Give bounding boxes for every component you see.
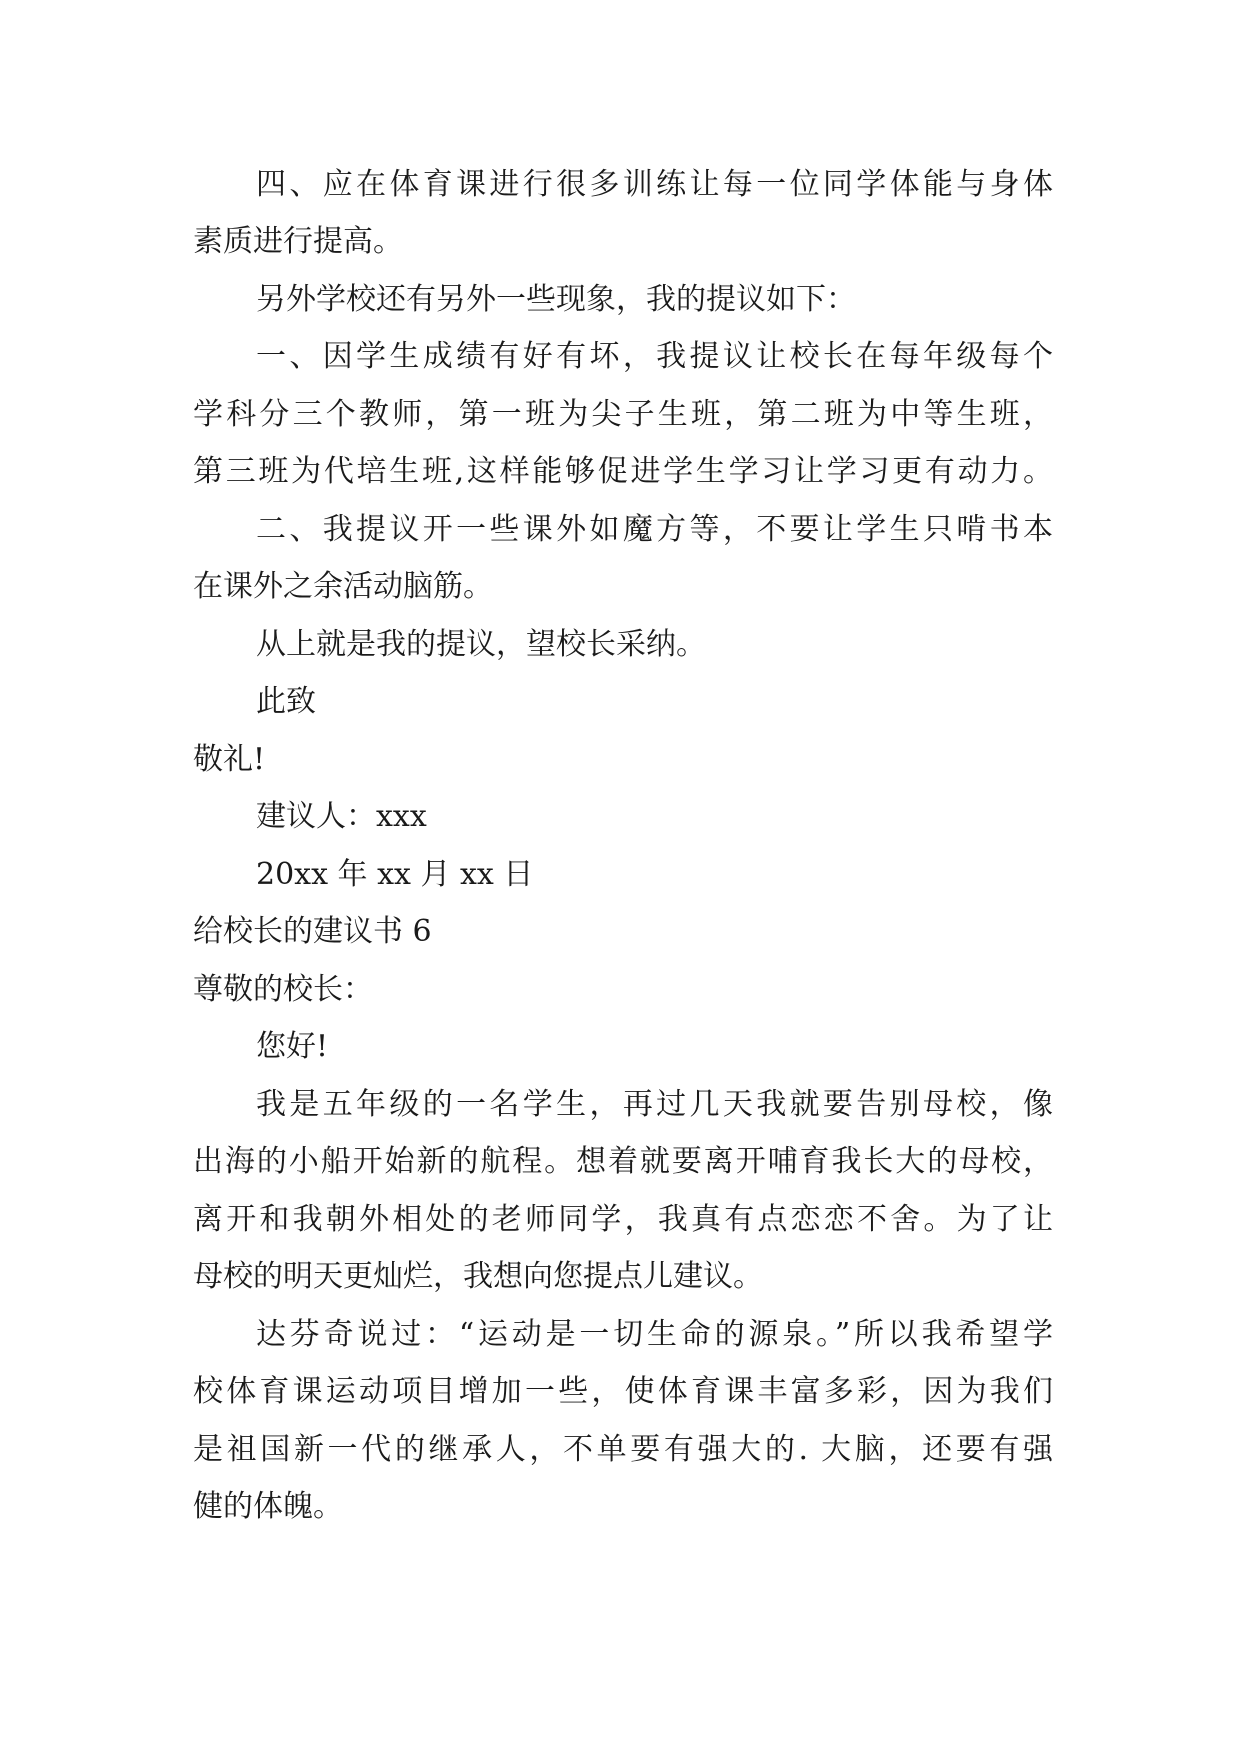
salutation: 尊敬的校长： <box>193 972 373 1007</box>
greeting: 您好! <box>256 1029 329 1064</box>
date-line: 20xx 年 xx 月 xx 日 <box>256 857 534 892</box>
paragraph-line: 四、应在体育课进行很多训练让每一位同学体能与身体 <box>256 167 1053 202</box>
paragraph-line: 另外学校还有另外一些现象，我的提议如下： <box>256 282 856 317</box>
paragraph-line: 是祖国新一代的继承人，不单要有强大的. 大脑，还要有强 <box>193 1432 1053 1467</box>
paragraph-line: 一、因学生成绩有好有坏，我提议让校长在每年级每个 <box>256 339 1053 374</box>
paragraph-line: 校体育课运动项目增加一些，使体育课丰富多彩，因为我们 <box>193 1374 1053 1409</box>
signature-line: 建议人：xxx <box>256 799 427 834</box>
closing-phrase: 此致 <box>256 684 316 719</box>
paragraph-line: 我是五年级的一名学生，再过几天我就要告别母校，像 <box>256 1087 1053 1122</box>
paragraph-line: 离开和我朝外相处的老师同学，我真有点恋恋不舍。为了让 <box>193 1202 1053 1237</box>
section-title: 给校长的建议书 6 <box>193 914 432 949</box>
paragraph-line: 学科分三个教师，第一班为尖子生班，第二班为中等生班， <box>193 397 1053 432</box>
paragraph-line: 母校的明天更灿烂，我想向您提点儿建议。 <box>193 1259 763 1294</box>
paragraph-line: 健的体魄。 <box>193 1489 343 1524</box>
paragraph-line: 在课外之余活动脑筋。 <box>193 569 493 604</box>
paragraph-line: 从上就是我的提议，望校长采纳。 <box>256 627 706 662</box>
paragraph-line: 二、我提议开一些课外如魔方等，不要让学生只啃书本 <box>256 512 1053 547</box>
paragraph-line: 第三班为代培生班,这样能够促进学生学习让学习更有动力。 <box>193 454 1053 489</box>
paragraph-line: 达芬奇说过：“运动是一切生命的源泉。”所以我希望学 <box>256 1317 1053 1352</box>
paragraph-line: 出海的小船开始新的航程。想着就要离开哺育我长大的母校， <box>193 1144 1053 1179</box>
paragraph-line: 素质进行提高。 <box>193 224 403 259</box>
salutation-closing: 敬礼! <box>193 742 266 777</box>
